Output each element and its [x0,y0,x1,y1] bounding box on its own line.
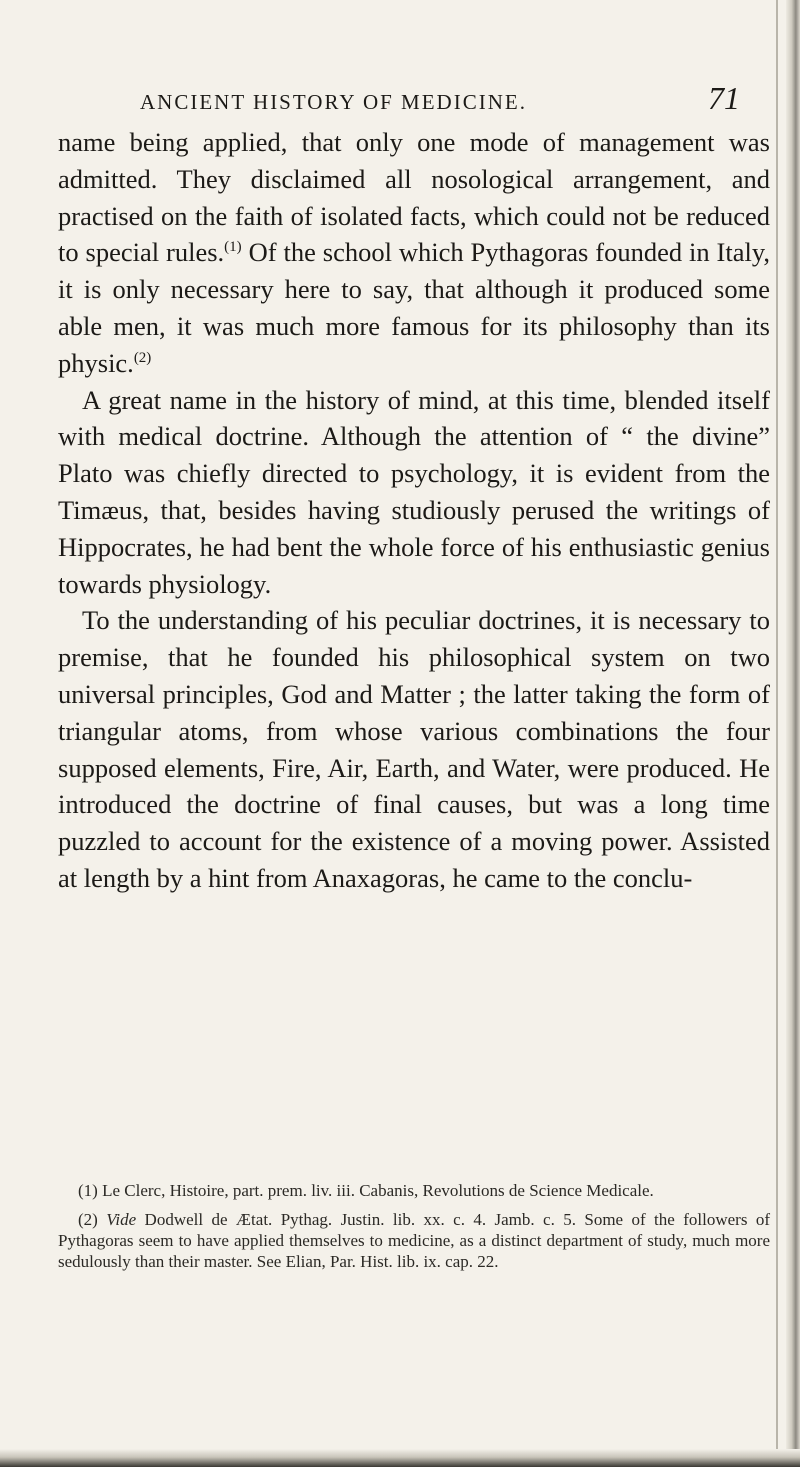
page-edge-line [776,0,778,1467]
footnote-1: (1) Le Clerc, Histoire, part. prem. liv. iii. Cabanis, Revolutions de Science Medicale. [78,1181,654,1200]
page-number: 71 [708,80,740,116]
footnote-2-vide: Vide [106,1210,137,1229]
footnotes [58,1180,770,1280]
footnote-ref-2: (2) [133,349,152,366]
footnote-2-number: (2) [78,1210,107,1229]
paragraph-3: To the understanding of his peculiar doctrines, it is necessary to premise, that he founded his philosophical system on two universal principles, God and Matter ; the latter taking the form of triangular atoms, from whose various combinations the four supposed elements, Fire, Air, Earth, and Water, were produced. He introduced the doctrine of final causes, but was a long time puzzled to account for the existence of a moving power. Assisted at length by a hint from Anaxagoras, he came to the conclu- [58,605,770,893]
paragraph-1-text-a: name being applied, that only one mode of management was admitted. They disclaimed all nosological arrangement, and practised on the faith of isolated facts, which could not be reduced to special rules. [58,127,770,268]
body-text [58,124,770,897]
footnote-ref-1: (1) [224,239,242,256]
footnote-2-text: Dodwell de Ætat. Pythag. Justin. lib. xx. c. 4. Jamb. c. 5. Some of the followers of Pythagoras seem to have applied themselves to medicine, as a distinct department of study, much more sedulously than their master. See Elian, Par. Hist. lib. ix. cap. 22. [58,1210,770,1271]
paragraph-1 [58,124,770,382]
footnote-2 [58,1209,770,1272]
page-bottom-shadow [0,1449,800,1467]
running-head: ANCIENT HISTORY OF MEDICINE. [140,90,527,114]
paragraph-2: A great name in the history of mind, at this time, blended itself with medical doctrine. Although the attention of “ the divine” Plato was chiefly directed to psychology, it is evident from the Timæus, that, besides having studiously perused the writings of Hippocrates, he had bent the whole force of his enthusiastic genius towards physiology. [58,384,770,599]
paragraph-1-text-b: Of the school which Pythagoras founded in Italy, it is only necessary here to say, that although it produced some able men, it was much more famous for its philosophy than its physic. [58,237,770,378]
page-edge-shadow [786,0,800,1467]
